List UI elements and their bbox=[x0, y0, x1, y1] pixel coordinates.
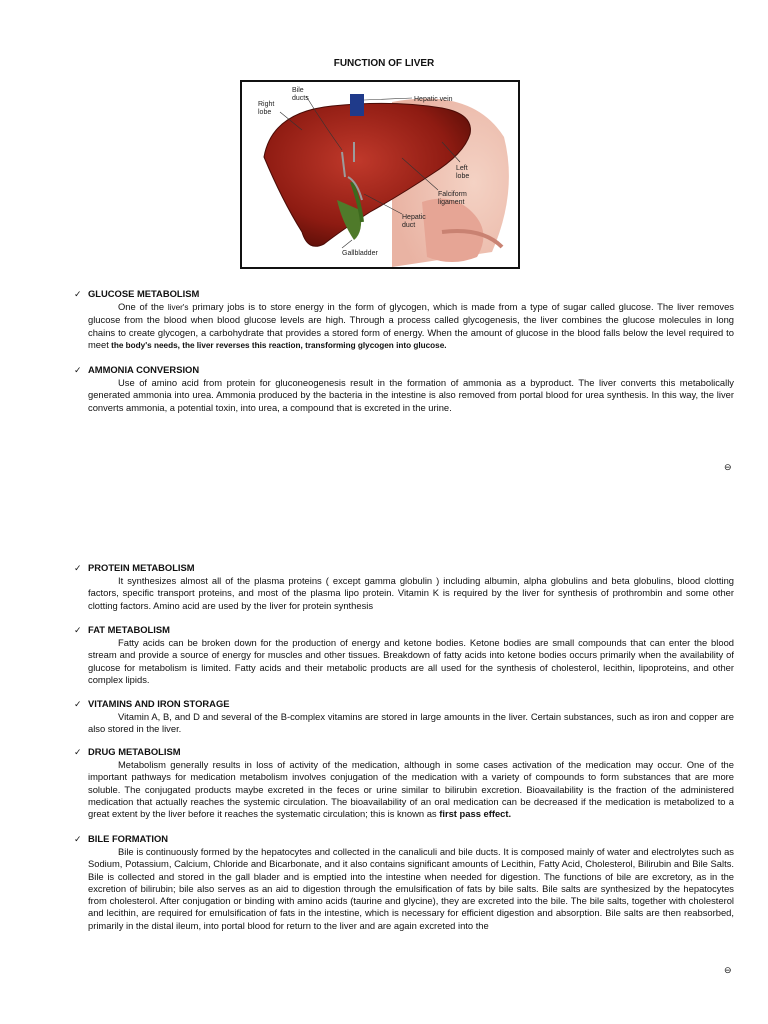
section-heading: BILE FORMATION bbox=[88, 832, 169, 844]
section-heading: PROTEIN METABOLISM bbox=[88, 561, 195, 573]
label-right-lobe: Right lobe bbox=[258, 101, 275, 116]
page-bullet-icon: ⊖ bbox=[724, 462, 732, 472]
section-drug bbox=[74, 746, 734, 820]
section-body: Vitamin A, B, and D and several of the B-complex vitamins are stored in large amounts in the liver. Certain substances, such as iron and copper are also stored in the liver. bbox=[88, 711, 734, 735]
section-heading: GLUCOSE METABOLISM bbox=[88, 287, 200, 299]
section-protein bbox=[74, 562, 734, 612]
label-falciform: Falciform ligament bbox=[438, 191, 467, 206]
check-icon: ✓ bbox=[74, 288, 82, 299]
label-gallbladder: Gallbladder bbox=[342, 250, 378, 257]
section-heading: AMMONIA CONVERSION bbox=[88, 363, 200, 375]
check-icon: ✓ bbox=[74, 624, 82, 635]
section-glucose bbox=[74, 288, 734, 352]
label-bile-ducts: Bile ducts bbox=[292, 87, 309, 102]
label-hepatic-duct: Hepatic duct bbox=[402, 214, 426, 229]
section-body: Metabolism generally results in loss of activity of the medication, although in some cases activation of the medication may occur. One of the important pathways for medication metabolism involves conjugation of the medication with a variety of compounds to form substances that are more soluble. The conjugated products maybe excreted in the feces or urine similar to bilirubin excretion. Bioavailability is the fraction of the administered medication that actually reaches the systemic circulation. The bioavailability of an oral medication can be decreased if the medication is metabolized to a great extent by the liver before it reaches the systematic circulation; this is known as first pass effect. bbox=[88, 759, 734, 820]
section-fat bbox=[74, 624, 734, 686]
label-hepatic-vein: Hepatic vein bbox=[414, 96, 453, 103]
check-icon: ✓ bbox=[74, 698, 82, 709]
section-heading: FAT METABOLISM bbox=[88, 623, 170, 635]
liver-diagram bbox=[240, 80, 520, 269]
check-icon: ✓ bbox=[74, 746, 82, 757]
section-heading: DRUG METABOLISM bbox=[88, 745, 181, 757]
page-bullet-icon: ⊖ bbox=[724, 965, 732, 975]
check-icon: ✓ bbox=[74, 562, 82, 573]
section-body: Fatty acids can be broken down for the production of energy and ketone bodies. Ketone bodies are small compounds that can enter the blood stream and provide a source of energy for muscles and other tissues. Breakdown of fatty acids into ketone bodies occurs primarily when the availability of glucose for metabolism is limited. Fatty acids and their metabolic products are all used for the synthesis of cholesterol, lecithin, lipoproteins, and other complex lipids. bbox=[88, 637, 734, 685]
page-title: FUNCTION OF LIVER bbox=[333, 58, 435, 69]
section-body: It synthesizes almost all of the plasma proteins ( except gamma globulin ) including albumin, alpha globulins and beta globulins, blood clotting factors, specific transport proteins, and most of the plasma lipo protein. Vitamin K is required by the liver for synthesis of prothrombin and some other clotting factors. Amino acid are used by the liver for protein synthesis bbox=[88, 575, 734, 611]
section-ammonia bbox=[74, 364, 734, 414]
liver-illustration bbox=[242, 82, 518, 267]
section-body: One of the liver's primary jobs is to store energy in the form of glycogen, which is made from a type of sugar called glucose. The liver removes glucose from the blood when blood glucose levels are high. Through a process called glycogenesis, the liver combines the glucose molecules in long chains to create glycogen, a carbohydrate that provides a stored form of energy. When the amount of glucose in the blood falls below the level required to meet the body's needs, the liver reverses this reaction, transforming glycogen into glucose. bbox=[88, 301, 734, 350]
label-left-lobe: Left lobe bbox=[456, 165, 470, 180]
section-bile bbox=[74, 833, 734, 932]
check-icon: ✓ bbox=[74, 364, 82, 375]
section-body: Use of amino acid from protein for gluconeogenesis result in the formation of ammonia as a byproduct. The liver converts this metabolically generated ammonia into urea. Ammonia produced by the bacteria in the intestine is also removed from portal blood for urea synthesis. In this way, the liver converts ammonia, a potential toxin, into urea, a compound that is excreted in the urine. bbox=[88, 377, 734, 413]
check-icon: ✓ bbox=[74, 833, 82, 844]
section-body: Bile is continuously formed by the hepatocytes and collected in the canaliculi and bile ducts. It is composed mainly of water and electrolytes such as Sodium, Potassium, Calcium, Chloride and Bicarbonate, and it also contains significant amounts of Lecithin, Fatty Acid, Cholesterol, Bilirubin and Bile Salts. Bile is collected and stored in the gall blader and is emptied into the intestine when needed for digestion. The functions of bile are excretory, as in the excretion of bilirubin; bile also serves as an aid to digestion through the emulsification of fats by bile salts. Bile salts are synthesized by the hepatocytes from cholesterol. After conjugation or binding with amino acids (taurine and glycine), they are excreted into the bile. The bile salts, together with cholesterol and lecithin, are required for emulsification of fats in the intestine, which is necessary for efficient digestion and absorption. Bile salts are then reabsorbed, primarily in the distal ileum, into portal blood for return to the liver and are again excreted into the bbox=[88, 846, 734, 931]
section-vitamins bbox=[74, 698, 734, 736]
section-heading: VITAMINS AND IRON STORAGE bbox=[88, 697, 230, 709]
